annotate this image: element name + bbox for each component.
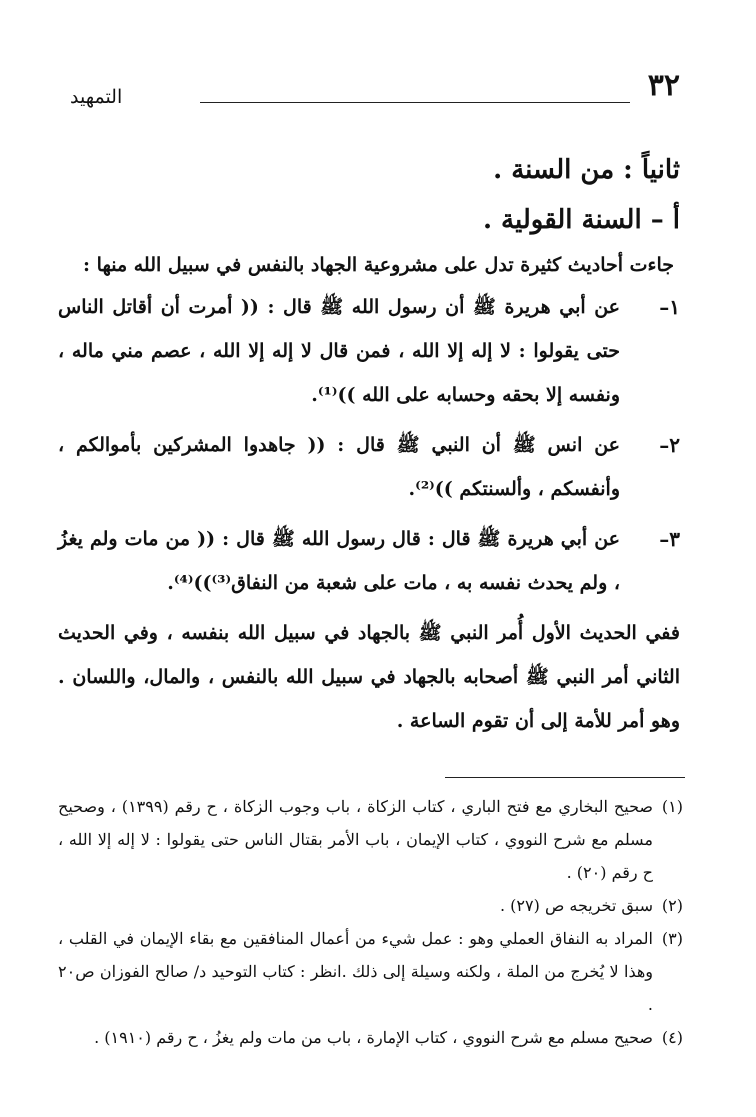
main-content	[58, 145, 680, 743]
footnote	[58, 922, 683, 1021]
footnote	[58, 889, 683, 922]
footnote	[58, 1021, 683, 1054]
hadith-number: ٢–	[659, 433, 680, 457]
hadith-text: عن أبي هريرة ﷺ قال : قال رسول الله ﷺ قال : (( من مات ولم يغزُ ، ولم يحدث نفسه به ، مات على شعبة من النفاق⁽³⁾))⁽⁴⁾.	[58, 528, 620, 594]
footnote-number: (٢)	[661, 896, 683, 915]
hadith-number: ٣–	[659, 527, 680, 551]
hadith-text: عن أبي هريرة ﷺ أن رسول الله ﷺ قال : (( أمرت أن أقاتل الناس حتى يقولوا : لا إله إلا الله ، فمن قال لا إله إلا الله ، عصم مني ماله ، ونفسه إلا بحقه وحسابه على الله ))⁽¹⁾.	[58, 296, 620, 406]
conclusion-paragraph: ففي الحديث الأول أُمر النبي ﷺ بالجهاد في سبيل الله بنفسه ، وفي الحديث الثاني أمر النبي ﷺ أصحابه بالجهاد في سبيل الله بالنفس ، والمال، واللسان . وهو أمر للأمة إلى أن تقوم الساعة .	[58, 622, 680, 732]
footnote-separator	[445, 777, 685, 778]
running-title: التمهيد	[70, 86, 123, 108]
hadith-text: عن انس ﷺ أن النبي ﷺ قال : (( جاهدوا المشركين بأموالكم ، وأنفسكم ، وألسنتكم ))⁽²⁾.	[58, 434, 620, 500]
page-header	[60, 66, 680, 116]
footnote-text: سبق تخريجه ص (٢٧) .	[500, 896, 653, 915]
footnote	[58, 790, 683, 889]
hadith-number: ١–	[659, 295, 680, 319]
hadith-item	[58, 285, 680, 417]
hadith-item	[58, 517, 680, 605]
footnote-text: المراد به النفاق العملي وهو : عمل شيء من أعمال المنافقين مع بقاء الإيمان في القلب ، وهذا لا يُخرج من الملة ، ولكنه وسيلة إلى ذلك .انظر : كتاب التوحيد د/ صالح الفوزان ص٢٠ .	[58, 929, 653, 1014]
footnote-text: صحيح مسلم مع شرح النووي ، كتاب الإمارة ، باب من مات ولم يغزُ ، ح رقم (١٩١٠) .	[94, 1028, 653, 1047]
footnotes	[58, 790, 683, 1054]
section-heading: ثانياً : من السنة .	[493, 155, 680, 185]
page-number: ٣٢	[647, 68, 680, 103]
subsection-heading: أ – السنة القولية .	[482, 205, 680, 235]
header-rule	[200, 102, 630, 103]
footnote-number: (٤)	[661, 1028, 683, 1047]
footnote-number: (١)	[661, 797, 683, 816]
footnote-text: صحيح البخاري مع فتح الباري ، كتاب الزكاة ، باب وجوب الزكاة ، ح رقم (١٣٩٩) ، وصحيح مسلم مع شرح النووي ، كتاب الإيمان ، باب الأمر بقتال الناس حتى يقولوا : لا إله إلا الله ، ح رقم (٢٠) .	[58, 797, 654, 882]
footnote-number: (٣)	[661, 929, 683, 948]
intro-paragraph: جاءت أحاديث كثيرة تدل على مشروعية الجهاد بالنفس في سبيل الله منها :	[83, 254, 674, 276]
hadith-item	[58, 423, 680, 511]
